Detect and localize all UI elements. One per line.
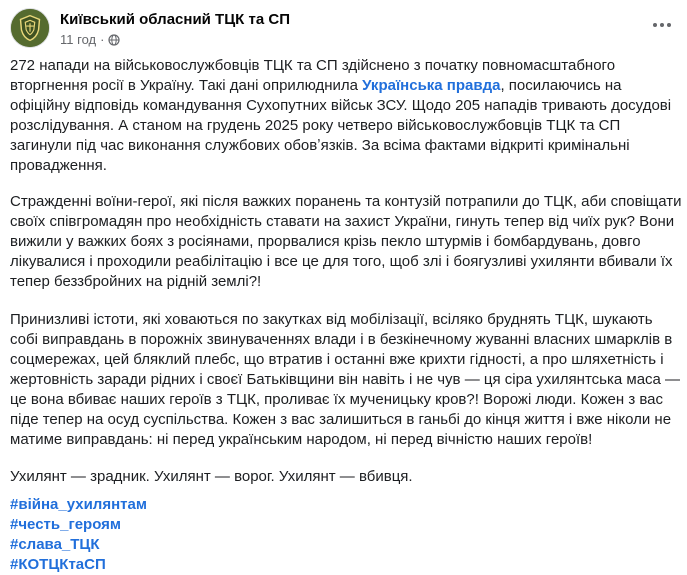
source-link[interactable]: Українська правда bbox=[362, 77, 501, 94]
more-options-button[interactable] bbox=[647, 10, 677, 40]
meta-separator: · bbox=[100, 32, 105, 47]
post-paragraph-2: Стражденні воїни-герої, які після важких поранень та контузій потрапили до ТЦК, аби сповіщати своїх співгромадян про необхідність ставати на захист України, гинуть тепер від чиїх рук? Вони вижили у важких боях з росіянами, прорвалися крізь пекло штурмів і бомбардувань, довго лікувалися і проходили реабілітацію і все це для того, щоб злі і боягузливі ухилянти вбивали їх тепер беззбройних на рідній землі?! bbox=[10, 193, 682, 290]
post-time[interactable]: 11 год bbox=[60, 32, 97, 47]
para1-text-after: , посилаючись на офіційну відповідь командування Сухопутних військ ЗСУ. Щодо 205 нападів тривають досудові розслідування. А станом на грудень 2025 року четверо військовослужбовців ТЦК та СП загинули під час виконання службових обовʼязків. За всіма фактами відкриті кримінальні провадження. bbox=[10, 77, 672, 174]
page-avatar[interactable] bbox=[10, 8, 50, 48]
hashtag-link[interactable]: #честь_героям bbox=[10, 516, 122, 533]
hashtag-link[interactable]: #війна_ухилянтам bbox=[10, 496, 147, 513]
military-emblem-logo bbox=[11, 9, 49, 47]
post-paragraph-1 bbox=[10, 56, 682, 176]
post-header bbox=[10, 8, 677, 48]
para1-text-before: 272 напади на військовослужбовців ТЦК та СП здійснено з початку повномасштабного вторгнення росії в Україну. Такі дані оприлюднила bbox=[10, 57, 616, 94]
globe-icon[interactable] bbox=[108, 34, 120, 46]
hashtag-list bbox=[10, 495, 682, 575]
post-paragraph-4: Ухилянт — зрадник. Ухилянт — ворог. Ухилянт — вбивця. bbox=[10, 468, 413, 485]
more-options-icon bbox=[652, 22, 672, 28]
post-paragraph-3: Принизливі істоти, які ховаються по закутках від мобілізації, всіляко бруднять ТЦК, шукають собі виправдань в порожніх звинуваченнях влади і в безкінечному жуванні власних шмарклів в соцмережах, цей бляклий плебс, що втратив і останні вже крихти гідності, а про шляхетність і жертовність заради рідних і своєї Батьківщини він навіть і не чув — ця сіра ухилянтська маса — це вона вбиває наших героїв з ТЦК, проливає їх мученицьку кров?! Ворожі люди. Кожен з вас піде тепер на осуд суспільства. Кожен з вас залишиться в ганьбі до кінця життя і вже ніколи не матиме виправдань: ні перед українським народом, ні перед вічністю наших героїв! bbox=[10, 311, 681, 448]
page-name[interactable]: Київський обласний ТЦК та СП bbox=[60, 11, 290, 28]
hashtag-link[interactable]: #слава_ТЦК bbox=[10, 536, 100, 553]
post-body bbox=[10, 56, 682, 575]
post-meta bbox=[60, 32, 120, 47]
hashtag-link[interactable]: #КОТЦКтаСП bbox=[10, 556, 106, 573]
